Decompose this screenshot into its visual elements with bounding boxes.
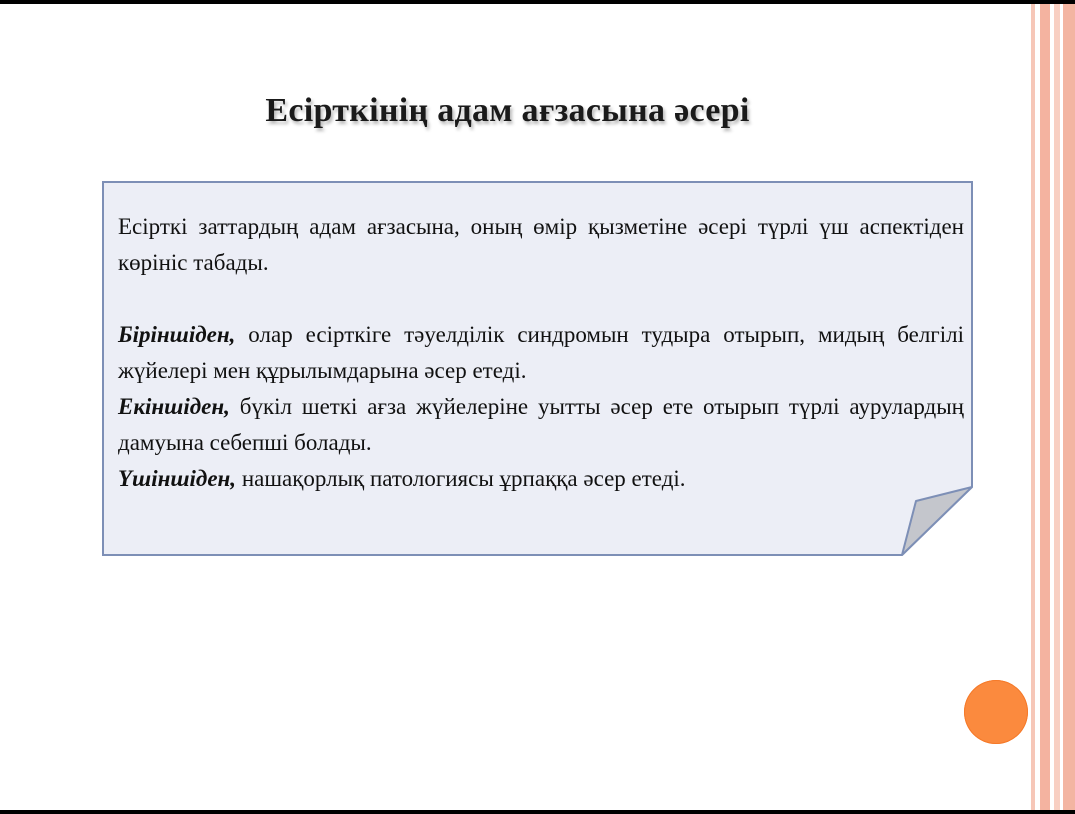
decorative-stripe <box>1031 4 1035 810</box>
slide-title: Есірткінің адам ағзасына әсері <box>265 92 750 129</box>
slide <box>0 4 1075 810</box>
intro-paragraph: Есірткі заттардың адам ағзасына, оның өмір қызметіне әсері түрлі үш аспектіден көрініс табады. <box>118 214 964 275</box>
point-first <box>118 317 964 389</box>
point-second-lead: Екіншіден, <box>118 394 230 419</box>
point-second <box>118 389 964 461</box>
point-first-text: олар есірткіге тәуелділік синдромын тудыра отырып, мидың белгілі жүйелері мен құрылымдарына әсер етеді. <box>118 322 964 383</box>
orange-circle-icon <box>964 680 1028 744</box>
point-first-lead: Біріншіден, <box>118 322 236 347</box>
folded-corner-note <box>102 181 974 557</box>
point-third-text: нашақорлық патологиясы ұрпаққа әсер етеді. <box>236 466 686 491</box>
decorative-stripe <box>1063 4 1075 810</box>
point-second-text: бүкіл шеткі ағза жүйелеріне уытты әсер ете отырып түрлі аурулардың дамуына себепші болады. <box>118 394 964 455</box>
decorative-stripe <box>1054 4 1060 810</box>
decorative-stripe <box>1040 4 1050 810</box>
point-third <box>118 461 964 497</box>
note-body <box>118 209 964 497</box>
point-third-lead: Үшіншіден, <box>118 466 237 491</box>
